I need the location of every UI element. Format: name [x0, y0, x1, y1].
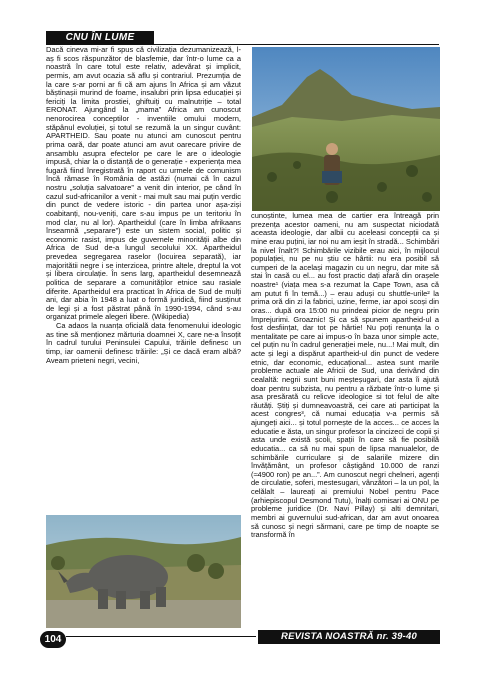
top-rule: [46, 44, 439, 45]
article-paragraph-2: Ca adaos la nuanța oficială data fenomenului ideologic as tine să menționez mărturia doamnei X, care ne-a însoțit în cadrul turului Peninsulei Capului, trăirile definesc un timp, iar oamenii definesc trăirile: „Și ce dacă eram albă? Aveam prieteni negri, vecini,: [46, 321, 241, 365]
article-column-right: [251, 212, 439, 633]
article-paragraph-3: cunoștinte, lumea mea de cartier era întreagă prin prezența acestor oameni, nu am suspectat niciodată aceasta ideologie, dar albii cu aceleasi concepții ca și mine erau puțini, iar noi nu am ieșit în stradă... Schimbări la nivel înalt?! Schimbările vizibile erau aici, în mijlocul populației, nu pe nu știu ce hârtii: nu era posibil să cumperi de la același magazin cu un negru, dar mite să stai în casă cu el... au fost practic dați afară din orașele noastre¹ (viața mea s-a rezumat la Cape Town, asa că am putut fi în temă...) – erau aduși cu shuttle-urile² la prima oră din zi la fabrici, uzine, ferme, iar apoi scoși din oras... după ora 15:00 nu prindeai picior de negru prin împrejurimi. Groaznic! Și ca să spunem apartheid-ul a fost desființat, dar tot pe hârtie! Nu poți renunța la o mentalitate pe care ai impus-o în baza unor simple acte, cel puțin nu în cadrul generației mele, nu...! Mai mult, din acte și legi a dispărut apartheid-ul din punct de vedere etnic, dar economic, educațional... astea sunt marile probleme actuale ale Africii de Sud, una derivând din cealaltă: negrii sunt buni meșteșugari, dar asta îi ajută doar pentru subzista, nu pentru a răzbate într-o lume și asa presărată cu relicve ideologice si tot felul de alte răutăți. Știți și dumneavoastră, cei care ati participat la acest congres³, că numai educația v-a permis să ajungeți aici... și totul pornește de la acces... ce acces la educatie e ăsta, un singur profesor la cincizeci de copii și asta unde există școli, spații în care să fie posibilă educatia... ca să nu mai spun de lipsa manualelor, de schimbările curriculare și de salariile mizere din învățământ, un profesor câștigând 10.000 de ranzi (≈4900 ron) pe an...”. Am cunoscut negri chelneri, agenți de circulatie, soferi, mestesugari, vânzători – la un pol, la celălalt – laureați ai premiului Nobel pentru Pace (arhiepiscopul Desmond Tutu), înalți comisari ai ONU pe probleme juridice (Dr. Navi Pillay) și alti demnitari, membri ai guvernului sud-african, dar am avut onoarea să cunosc și negri sărmani, care pe timp de noapte se transformă în: [251, 212, 439, 540]
magazine-footer-title: REVISTA NOASTRĂ nr. 39-40: [258, 630, 440, 644]
article-column-left: [46, 46, 241, 509]
landscape-photo-icon: [252, 47, 440, 211]
bottom-rule: [66, 636, 256, 637]
rhino-photo-icon: [46, 515, 241, 628]
section-label: CNU ÎN LUME: [46, 31, 154, 44]
page-number: 104: [40, 631, 66, 648]
article-paragraph-1: Dacă cineva mi-ar fi spus că civilizația dezumanizează, l-aș fi scos răspunzător de blasfemie, dar într-o lume ca a noastră în care totul este relativ, adevărat și implicit, permis, am avut ocazia să aflu și contrariul. Prezumția de la care s-ar porni ar fi că am ajuns în Africa și am văzut băștinașii murind de foame, insalubri prin lipsa educației și fericiți la limita prostiei, ghiftuiți cu malnutriție – total ERONAT. Ajungând la „mama” Africa am cunoscut nenorocirea conceptilor - inventiile omului modern, stăpânul evoluției, și totul se rezumă la un singur cuvânt: APARTHEID. Sau poate nu atunci am cunoscut pentru prima oară, dar poate atunci am avut oarecare privire de ansamblu asupra efectelor pe care le are o ideologie impusă, chiar la o distanță de o generație - experiența mea fugară fiind înregistrată în raport cu urmele de comunism încă rămase în România de astăzi (numai că în cazul nostru „soluția salvatoare” a venit din interior, pe când în cazul sud-africanilor a venit - mai mult sau mai puțin verdic din punct de vedere istoric - din partea unor așa-ziși coabitanți, nou-veniți, care s-au impus pe un teritoriu în mod clar, nu al lor). Apartheidul (care în limba afrikaans înseamnă „separare”) este un sistem social, politic și economic rasist, impus de guvernele minorității albe din Africa de Sud de-a lungul secolului XX. Apartheidul prevedea segregarea raselor (locuirea separată), iar majoritătii negre i se interzicea, printre altele, dreptul la vot și libera circulație. În sens larg, apartheidul desemnează politica de separare a comunităților etnice sau rasiale diferite. Apartheidul era practicat în Africa de Sud de mulți ani, dar abia în 1948 a luat o formă juridică, fiind susținut de legi și a fost păstrat până în 1990-1994, când s-au organizat primele alegeri libere. (Wikipedia): [46, 46, 241, 322]
